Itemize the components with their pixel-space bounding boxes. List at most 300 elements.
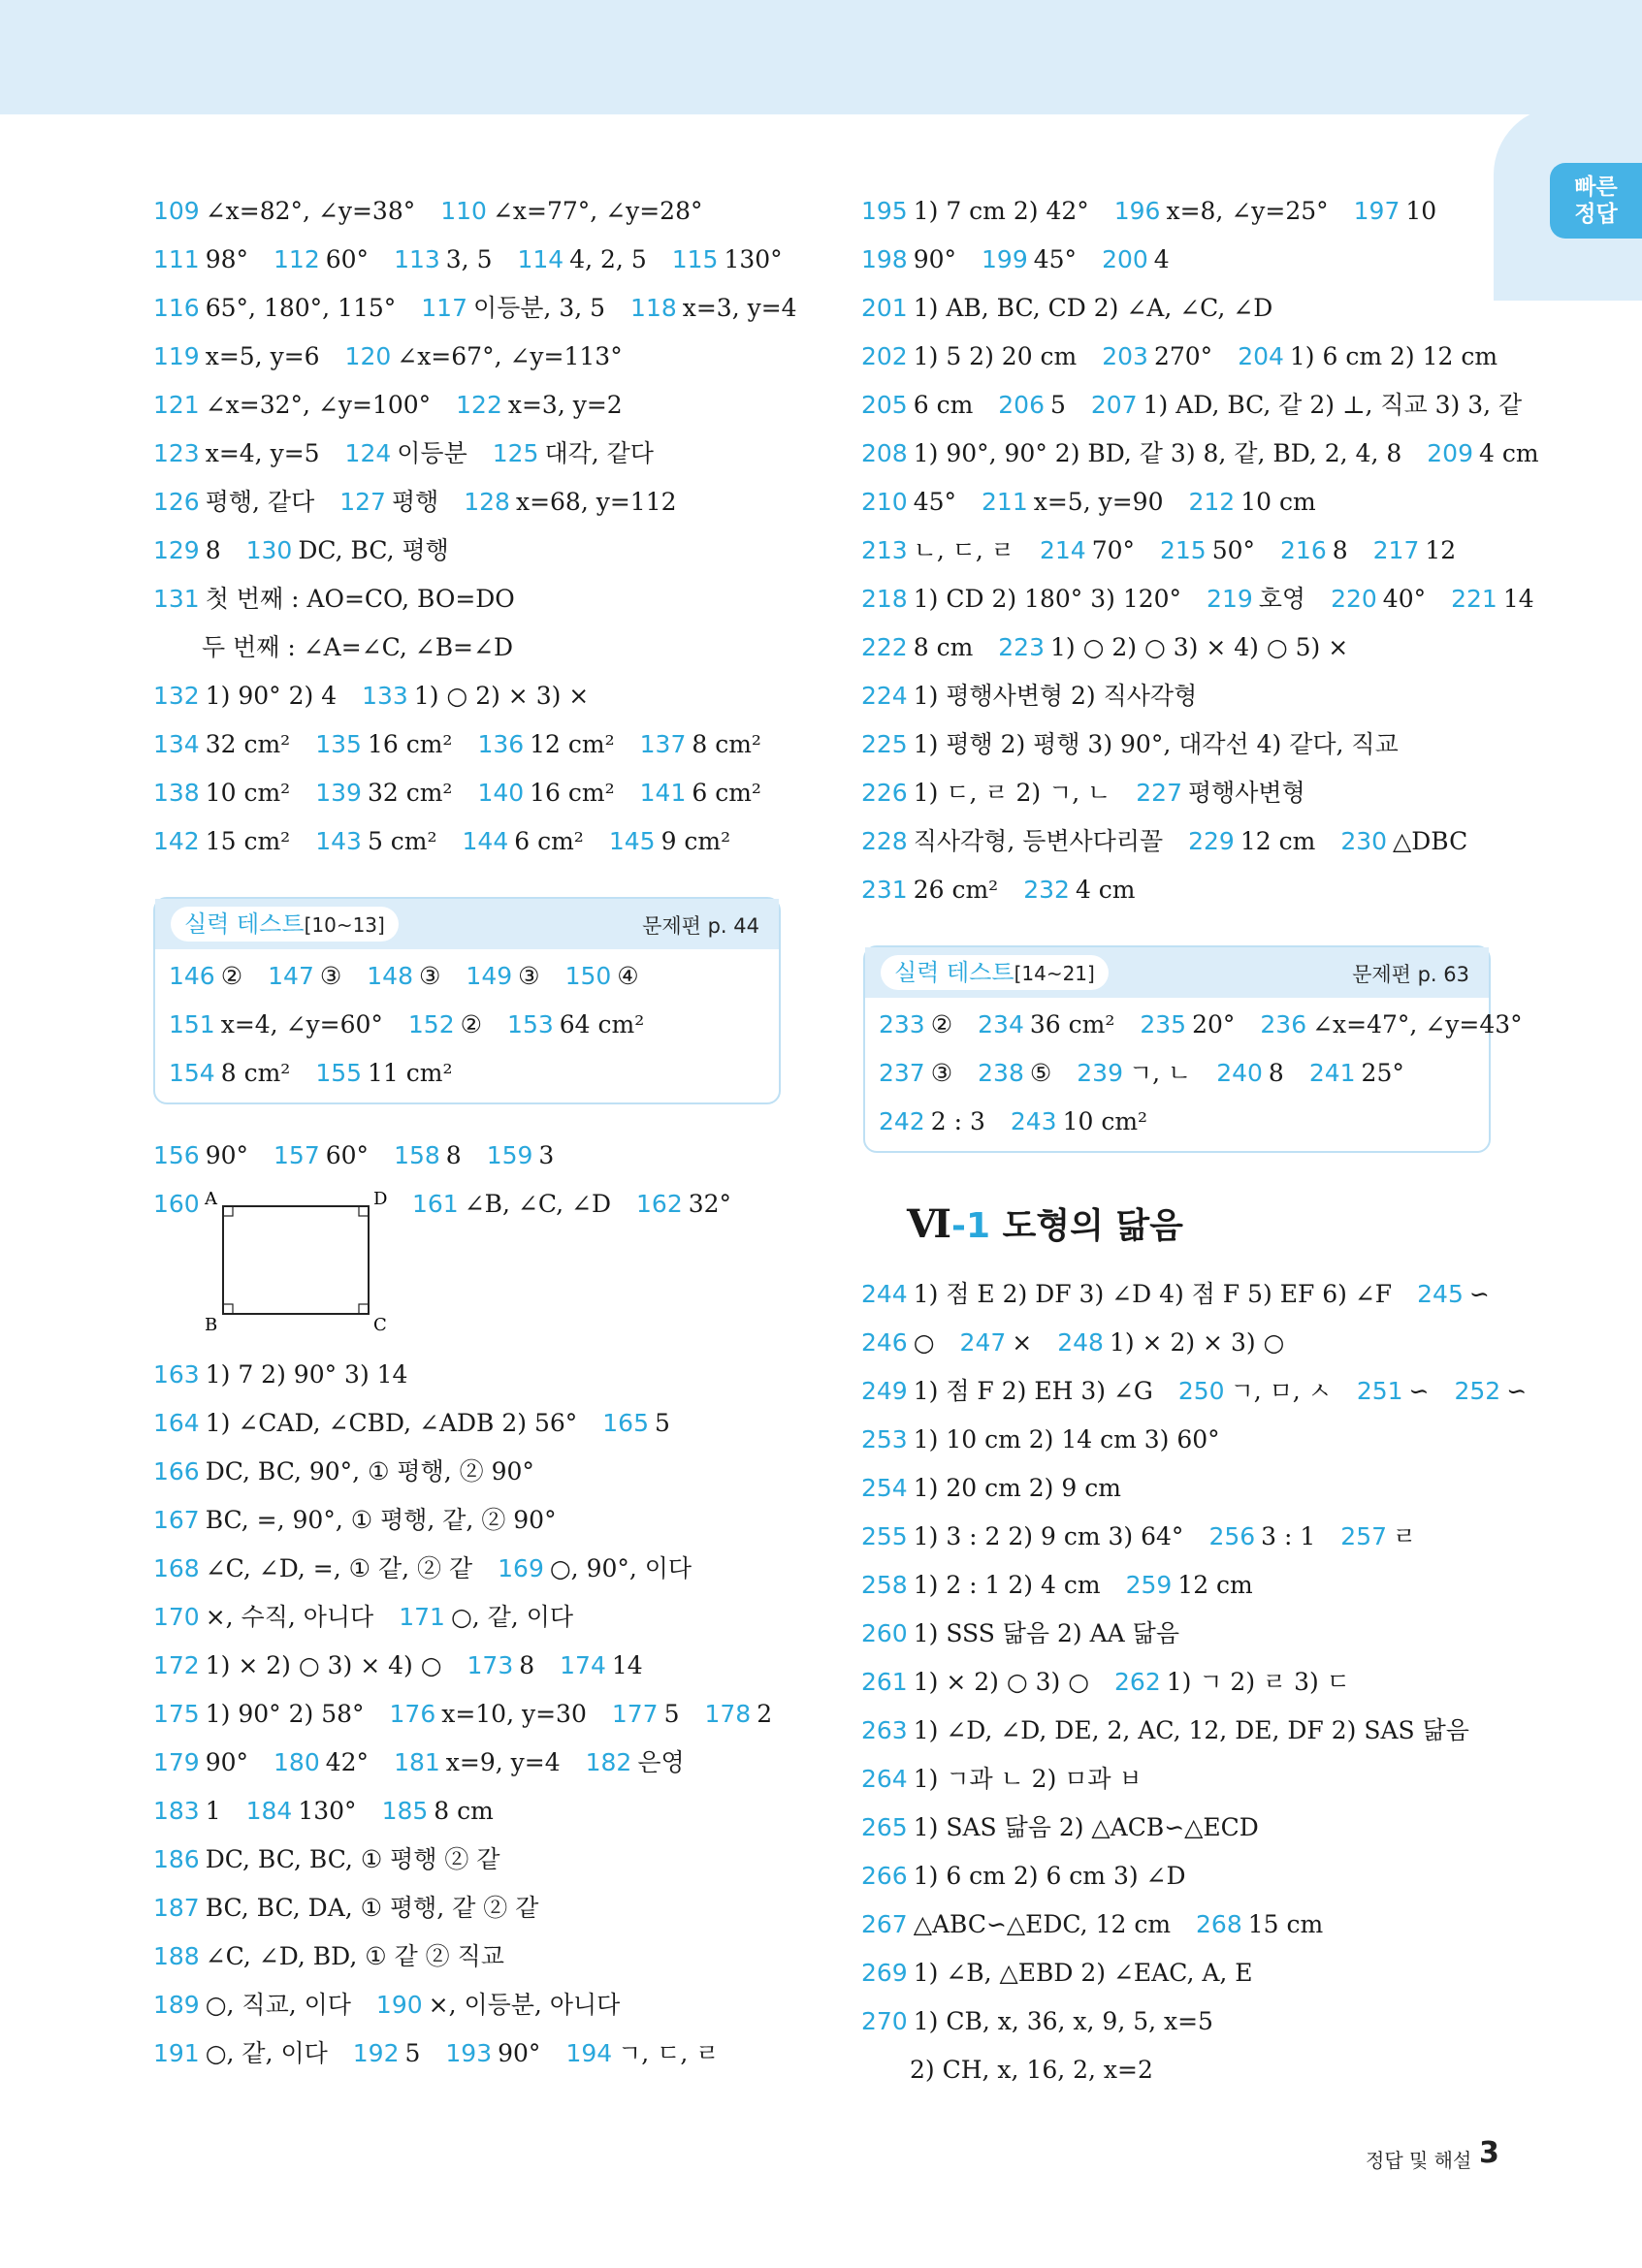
problem-number: 199 (982, 245, 1028, 273)
answer-text: 32° (688, 1190, 732, 1218)
problem-number: 248 (1057, 1328, 1104, 1357)
problem-number: 155 (315, 1059, 363, 1087)
answer-text: 1) SAS 닮음 2) △ACB∽△ECD (913, 1813, 1259, 1841)
problem-number: 163 (153, 1360, 200, 1389)
answer-item (376, 1991, 620, 2019)
problem-number: 258 (861, 1571, 908, 1599)
answer-text: 8 cm (913, 633, 974, 661)
problem-number: 203 (1102, 342, 1148, 370)
answer-line (861, 677, 1197, 716)
answer-text: 2 : 3 (930, 1107, 985, 1135)
problem-number: 179 (153, 1748, 200, 1776)
answer-line (153, 531, 449, 570)
answer-item (464, 488, 676, 516)
answer-text: 40° (1382, 585, 1427, 613)
box-header (865, 947, 1489, 998)
answer-text: 1) 20 cm 2) 9 cm (913, 1474, 1121, 1502)
answer-text: 32 cm² (367, 779, 453, 807)
answer-text: 10 cm² (205, 779, 291, 807)
problem-number: 132 (153, 682, 200, 710)
answer-line (153, 1743, 685, 1782)
problem-number: 244 (861, 1280, 908, 1308)
problem-number: 268 (1196, 1910, 1242, 1938)
answer-line (861, 1614, 1179, 1653)
problem-number: 170 (153, 1603, 200, 1631)
problem-number: 197 (1353, 197, 1401, 225)
vertex-A: A (205, 1189, 217, 1209)
answer-text: 60° (325, 1141, 370, 1169)
problem-number: 233 (879, 1010, 925, 1038)
answer-text: 2) CH, x, 16, 2, x=2 (910, 2056, 1153, 2084)
answer-text: 1) ○ 2) × 3) × (413, 682, 590, 710)
answer-text: 1) 90°, 90° 2) BD, 같 3) 8, 같, BD, 2, 4, 8 (913, 439, 1402, 467)
answer-item (315, 827, 436, 855)
answer-item (345, 439, 467, 467)
answer-item (861, 2007, 1213, 2035)
problem-number: 142 (153, 827, 200, 855)
problem-number: 126 (153, 488, 200, 516)
answer-text: 8 cm² (692, 730, 761, 758)
answer-item (998, 391, 1066, 419)
problem-number: 149 (466, 962, 513, 990)
answer-item (153, 1748, 248, 1776)
answer-line (861, 1954, 1253, 1993)
answer-text: 98° (205, 245, 249, 273)
answer-item (861, 1571, 1101, 1599)
answer-line (153, 1986, 620, 2025)
answer-text: 25° (1361, 1059, 1404, 1087)
answer-text: ○, 직교, 이다 (205, 1991, 351, 2019)
answer-line (861, 434, 1539, 473)
answer-line (861, 725, 1399, 764)
answer-line (861, 192, 1436, 231)
answer-item (169, 1059, 290, 1087)
problem-number: 112 (274, 245, 320, 273)
answer-text: ∠C, ∠D, =, ① 같, ② 같 (205, 1554, 473, 1582)
answer-item (153, 197, 415, 225)
answer-item (586, 1748, 685, 1776)
problem-number: 127 (339, 488, 386, 516)
answer-line (153, 1840, 500, 1879)
answer-text: 평행 (391, 488, 439, 516)
answer-text: 8 cm (434, 1797, 494, 1825)
answer-text: 32 cm² (205, 730, 291, 758)
answer-item (153, 1991, 351, 2019)
answer-text: × (1012, 1328, 1033, 1357)
vertex-D: D (373, 1189, 388, 1209)
problem-number: 177 (611, 1700, 659, 1728)
answer-item (861, 294, 1272, 322)
problem-number: 193 (445, 2039, 493, 2067)
problem-number: 165 (602, 1409, 649, 1437)
answer-item (1354, 197, 1437, 225)
answer-text: 1) 6 cm 2) 12 cm (1289, 342, 1498, 370)
answer-item (565, 962, 639, 990)
box-header (155, 899, 779, 949)
answer-item (153, 342, 320, 370)
problem-number: 249 (861, 1377, 908, 1405)
problem-number: 246 (861, 1328, 908, 1357)
vertex-B: B (205, 1315, 218, 1335)
answer-text: 평행, 같다 (205, 488, 315, 516)
answer-text: ×, 이등분, 아니다 (428, 1991, 621, 2019)
answer-text: 26 cm² (913, 876, 999, 904)
answer-text: 1) × 2) ○ 3) × 4) ○ (205, 1651, 442, 1679)
box-title: 실력 테스트[10~13] (171, 907, 399, 942)
answer-item (169, 1010, 383, 1038)
answer-text: 3 : 1 (1261, 1522, 1316, 1550)
answer-item (1102, 342, 1212, 370)
answer-text: x=5, y=6 (205, 342, 320, 370)
answer-item (153, 1845, 500, 1873)
answer-text: 1) ㄷ, ㄹ 2) ㄱ, ㄴ (913, 779, 1111, 807)
answer-item (861, 536, 1014, 564)
problem-number: 210 (861, 488, 908, 516)
problem-number: 157 (274, 1141, 320, 1169)
answer-item (1160, 536, 1255, 564)
answer-item (861, 1813, 1259, 1841)
answer-line (861, 1372, 1527, 1411)
problem-number: 176 (389, 1700, 436, 1728)
answer-line (153, 822, 730, 861)
problem-number: 216 (1280, 536, 1327, 564)
answer-text: ② (460, 1010, 483, 1038)
answer-item (1208, 1522, 1315, 1550)
skill-test-box-2 (863, 945, 1523, 1153)
problem-number: 162 (636, 1190, 683, 1218)
problem-number: 238 (978, 1059, 1024, 1087)
problem-number: 260 (861, 1619, 908, 1647)
answer-item (153, 1554, 472, 1582)
answer-text: x=4, ∠y=60° (220, 1010, 383, 1038)
answer-text: 1) 10 cm 2) 14 cm 3) 60° (913, 1425, 1220, 1453)
answer-text: 4 cm (1075, 876, 1136, 904)
answer-line (153, 337, 623, 376)
answer-text: 1) 6 cm 2) 6 cm 3) ∠D (913, 1862, 1186, 1890)
problem-number: 226 (861, 779, 908, 807)
problem-number: 234 (978, 1010, 1024, 1038)
problem-number: 237 (879, 1059, 925, 1087)
answer-item (339, 488, 438, 516)
problem-number: 158 (394, 1141, 440, 1169)
problem-number: 206 (998, 391, 1045, 419)
answer-text: ③ (930, 1059, 953, 1087)
problem-number: 143 (315, 827, 362, 855)
answer-text: 1) ∠D, ∠D, DE, 2, AC, 12, DE, DF 2) SAS 닮음 (913, 1716, 1469, 1744)
answer-line (861, 1760, 1143, 1799)
answer-item (153, 2039, 328, 2067)
problem-number: 128 (464, 488, 510, 516)
answer-text: 첫 번째 : AO=CO, BO=DO (205, 585, 515, 613)
problem-number: 231 (861, 876, 908, 904)
box-range: [10~13] (304, 913, 385, 937)
answer-item (879, 1059, 952, 1087)
answer-text: 65°, 180°, 115° (205, 294, 397, 322)
problem-number: 182 (585, 1748, 632, 1776)
problem-number: 256 (1208, 1522, 1256, 1550)
answer-item (861, 1377, 1153, 1405)
problem-number: 120 (344, 342, 392, 370)
problem-number: 111 (153, 245, 200, 273)
answer-text: 1) SSS 닮음 2) AA 닮음 (913, 1619, 1179, 1647)
problem-number: 116 (153, 294, 200, 322)
answer-item (246, 1797, 357, 1825)
quick-answer-tab (1550, 163, 1642, 239)
answer-item (861, 488, 956, 516)
answer-item (345, 342, 623, 370)
answer-text: 60° (325, 245, 370, 273)
problem-number: 178 (704, 1700, 752, 1728)
problem-number: 167 (153, 1506, 200, 1534)
answer-line (153, 1404, 670, 1443)
answer-line (861, 289, 1272, 328)
answer-line (861, 1324, 1284, 1362)
answer-text: 1) CD 2) 180° 3) 120° (913, 585, 1182, 613)
footer-label: 정답 및 해설 (1366, 2149, 1472, 2172)
answer-item (1057, 1328, 1284, 1357)
answer-item (1140, 1010, 1235, 1038)
answer-text: 45° (913, 488, 957, 516)
problem-number: 192 (352, 2039, 400, 2067)
answer-item (153, 682, 337, 710)
answer-item (463, 827, 584, 855)
answer-line (153, 1695, 772, 1734)
problem-number: 250 (1177, 1377, 1225, 1405)
problem-number: 262 (1114, 1668, 1161, 1696)
problem-number: 152 (407, 1010, 455, 1038)
answer-text: ○ (913, 1328, 935, 1357)
answer-item (153, 779, 290, 807)
answer-item (274, 1141, 369, 1169)
box-page-ref: 문제편 p. 63 (1352, 963, 1469, 986)
problem-number: 139 (315, 779, 362, 807)
answer-text: 은영 (637, 1748, 685, 1776)
answer-item (1102, 245, 1170, 273)
answer-item (477, 779, 614, 807)
problem-number: 113 (394, 245, 440, 273)
answer-item (153, 1894, 538, 1922)
answer-item (394, 245, 492, 273)
problem-number: 191 (153, 2039, 200, 2067)
answer-line (153, 386, 623, 425)
problem-number: 235 (1140, 1010, 1187, 1038)
answer-text: 6 cm² (514, 827, 584, 855)
box-title: 실력 테스트[14~21] (881, 955, 1109, 990)
problem-number: 118 (630, 294, 677, 322)
answer-line (153, 1549, 692, 1588)
answer-text: 9 cm² (660, 827, 731, 855)
problem-number: 213 (861, 536, 908, 564)
rectangle-figure (199, 1191, 393, 1336)
answer-item (274, 1748, 369, 1776)
problem-number: 153 (507, 1010, 554, 1038)
answer-item (982, 488, 1163, 516)
problem-number: 251 (1356, 1377, 1403, 1405)
problem-number: 207 (1090, 391, 1138, 419)
answer-item (518, 245, 647, 273)
answer-text: 이등분 (397, 439, 467, 467)
problem-number: 218 (861, 585, 908, 613)
answer-item (202, 633, 513, 661)
answer-text: x=10, y=30 (441, 1700, 587, 1728)
box-answer-line (169, 1054, 453, 1093)
answer-text: x=3, y=2 (507, 391, 623, 419)
problem-number: 205 (861, 391, 908, 419)
problem-number: 270 (861, 2007, 908, 2035)
answer-item (467, 1651, 535, 1679)
answer-text: 평행사변형 (1187, 779, 1305, 807)
answer-text: 1) 평행사변형 2) 직사각형 (913, 682, 1198, 710)
answer-text: ∽ (1506, 1377, 1528, 1405)
answer-item (630, 294, 797, 322)
answer-text: 36 cm² (1029, 1010, 1115, 1038)
answer-line (861, 240, 1170, 279)
problem-number: 109 (153, 197, 200, 225)
answer-item (879, 1107, 985, 1135)
answer-text: 15 cm (1247, 1910, 1324, 1938)
answer-text: ∠B, ∠C, ∠D (464, 1190, 612, 1218)
problem-number: 202 (861, 342, 908, 370)
answer-item (362, 682, 589, 710)
problem-number: 198 (861, 245, 908, 273)
answer-item (861, 1959, 1253, 1987)
answer-line (153, 2034, 719, 2073)
answer-text: ㄱ, ㄴ (1129, 1059, 1192, 1087)
answer-item (153, 1797, 221, 1825)
problem-number: 229 (1188, 827, 1235, 855)
answer-text: DC, BC, 평행 (298, 536, 449, 564)
answer-text: 50° (1211, 536, 1256, 564)
answer-text: 1) 평행 2) 평행 3) 90°, 대각선 4) 같다, 직교 (913, 730, 1399, 758)
answer-item (382, 1797, 494, 1825)
answer-text: 1) ㄱ 2) ㄹ 3) ㄷ (1166, 1668, 1350, 1696)
problem-number: 125 (492, 439, 539, 467)
problem-number: 115 (671, 245, 719, 273)
answer-item (1216, 1059, 1284, 1087)
problem-number: 136 (477, 730, 525, 758)
answer-item (1114, 197, 1329, 225)
answer-item (498, 1554, 692, 1582)
answer-item (1427, 439, 1538, 467)
problem-number: 156 (153, 1141, 200, 1169)
answer-item (408, 1010, 482, 1038)
answer-item (268, 962, 341, 990)
problem-number: 194 (565, 2039, 613, 2067)
problem-number: 225 (861, 730, 908, 758)
answer-text: 12 cm (1177, 1571, 1253, 1599)
answer-text: 16 cm² (367, 730, 453, 758)
answer-line (861, 1905, 1323, 1944)
answer-item (477, 730, 614, 758)
answer-item (493, 439, 654, 467)
answer-text: ㄱ, ㄷ, ㄹ (618, 2039, 720, 2067)
answer-text: 8 (1268, 1059, 1284, 1087)
answer-line (861, 337, 1497, 376)
answer-item (640, 730, 761, 758)
answer-item (466, 962, 539, 990)
answer-item (861, 1910, 1171, 1938)
problem-number: 154 (169, 1059, 215, 1087)
problem-number: 184 (245, 1797, 293, 1825)
answer-text: 270° (1153, 342, 1213, 370)
answer-item (169, 962, 242, 990)
answer-text: ○, 같, 이다 (205, 2039, 328, 2067)
answer-text: ③ (518, 962, 540, 990)
vertex-C: C (373, 1315, 387, 1335)
problem-number: 147 (268, 962, 314, 990)
answer-text: ∽ (1468, 1280, 1490, 1308)
answer-line (861, 483, 1316, 522)
answer-text: 8 (445, 1141, 462, 1169)
problem-number: 263 (861, 1716, 908, 1744)
answer-item (1357, 1377, 1430, 1405)
problem-number: 212 (1188, 488, 1236, 516)
box-page-ref: 문제편 p. 44 (642, 914, 759, 938)
answer-item (153, 536, 221, 564)
answer-item (1188, 488, 1315, 516)
problem-number: 222 (861, 633, 908, 661)
answer-text: 이등분, 3, 5 (472, 294, 606, 322)
answer-item (960, 1328, 1033, 1357)
answer-text: 1) AB, BC, CD 2) ∠A, ∠C, ∠D (913, 294, 1273, 322)
answer-item (861, 1280, 1392, 1308)
answer-text: ∠x=77°, ∠y=28° (492, 197, 703, 225)
problem-number: 187 (153, 1894, 200, 1922)
answer-item (153, 585, 515, 613)
section-title: 도형의 닮음 (1002, 1206, 1183, 1246)
answer-item (1023, 876, 1135, 904)
answer-item (153, 827, 290, 855)
problem-number: 186 (153, 1845, 200, 1873)
problem-number: 183 (153, 1797, 200, 1825)
answer-item (1091, 391, 1522, 419)
answer-text: 1) ○ 2) ○ 3) × 4) ○ 5) × (1050, 633, 1349, 661)
answer-text: 14 (1502, 585, 1534, 613)
answer-text: 130° (724, 245, 783, 273)
problem-number: 259 (1125, 1571, 1173, 1599)
problem-number: 145 (608, 827, 656, 855)
problem-number: 220 (1331, 585, 1377, 613)
answer-text: 6 cm (913, 391, 974, 419)
answer-text: 5 cm² (367, 827, 437, 855)
tab-line-1: 빠른 (1574, 175, 1618, 200)
problem-number: 134 (153, 730, 200, 758)
problem-number: 172 (153, 1651, 200, 1679)
answer-item (602, 1409, 670, 1437)
problem-number: 228 (861, 827, 908, 855)
answer-text: x=9, y=4 (445, 1748, 561, 1776)
problem-number: 185 (381, 1797, 429, 1825)
problem-number: 196 (1113, 197, 1161, 225)
answer-text: x=3, y=4 (682, 294, 797, 322)
answer-text: 1) ∠CAD, ∠CBD, ∠ADB 2) 56° (205, 1409, 578, 1437)
answer-item (861, 245, 956, 273)
problem-number: 201 (861, 294, 908, 322)
answer-line (153, 677, 589, 716)
answer-text: ㄱ, ㅁ, ㅅ (1230, 1377, 1332, 1405)
answer-item (861, 876, 998, 904)
answer-line (861, 1711, 1469, 1750)
answer-item (1331, 585, 1426, 613)
box-answer-line (169, 957, 639, 996)
answer-line (861, 1566, 1253, 1605)
answer-line (153, 1356, 407, 1394)
answer-line (861, 386, 1522, 425)
answer-line (861, 1663, 1350, 1702)
answer-item (399, 1603, 573, 1631)
answer-line (861, 628, 1348, 667)
answer-text: 8 (205, 536, 221, 564)
